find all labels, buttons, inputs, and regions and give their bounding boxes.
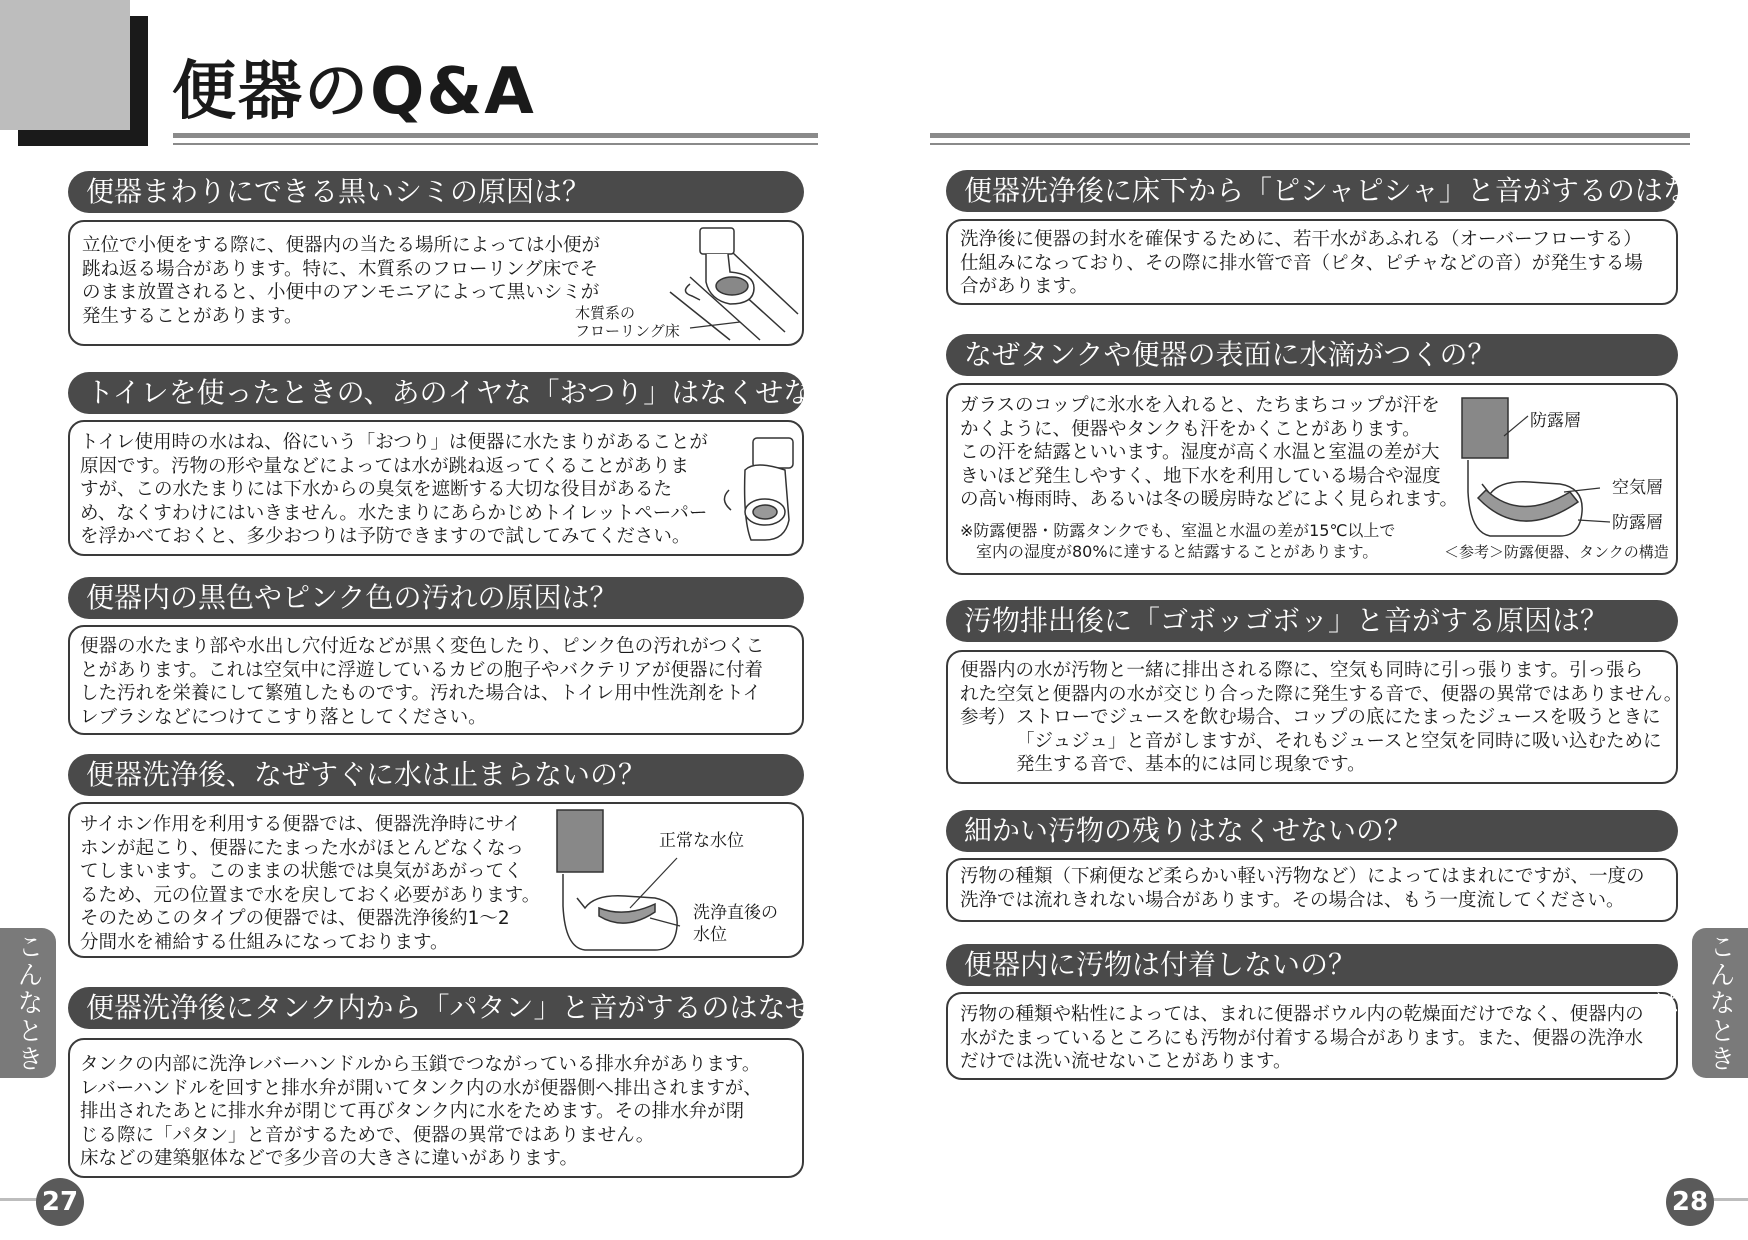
- answer-text: 便器内の水が汚物と一緒に排出される際に、空気も同時に引っ張ります。引っ張ら れた空気と便器内の水が交じり合った際に発生する音で、便器の異常ではありません。: [960, 660, 1683, 705]
- diagram-label-after: 洗浄直後の 水位: [693, 903, 778, 945]
- question-header: 細かい汚物の残りはなくせないの？: [946, 810, 1678, 852]
- page-title: 便器のQ&A: [172, 55, 536, 129]
- title-black-bar: [130, 16, 148, 146]
- page-number: 28: [1666, 1178, 1714, 1226]
- title-rule: [173, 133, 818, 138]
- answer-text: 便器の水たまり部や水出し穴付近などが黒く変色したり、ピンク色の汚れがつくこ とがあります。これは空気中に浮遊しているカビの胞子やバクテリアが便器に付着 した汚れを栄養にして繁殖したものです。汚れた場合は、トイレ用中性洗剤をトイ レブラシなどにつけてこすり落としてください。: [80, 636, 765, 728]
- question-header: 便器まわりにできる黒いシミの原因は？: [68, 171, 804, 213]
- answer-text: サイホン作用を利用する便器では、便器洗浄時にサイ ホンが起こり、便器にたまった水がほとんどなくなっ てしまいます。このままの状態では臭気があがってく るため、元の位置まで水を戻しておく必要があります。 そのためこのタイプの便器では、便器洗浄後約1～2 分間水を補給する仕組みになっております。: [80, 814, 541, 953]
- title-grey-block: [0, 0, 130, 130]
- side-tab: こんなときは: [1692, 928, 1748, 1078]
- answer-text: ガラスのコップに氷水を入れると、たちまちコップが汗を かくように、便器やタンクも汗をかくことがあります。 この汗を結露といいます。湿度が高く水温と室温の差が大 きいほど発生しやすく、地下水を利用している場合や湿度 の高い梅雨時、あるいは冬の暖房時などによく見られます。: [960, 395, 1459, 510]
- side-tab: こんなとき: [0, 928, 56, 1078]
- answer-text: 立位で小便をする際に、便器内の当たる場所によっては小便が 跳ね返る場合があります。特に、木質系のフローリング床でそ のまま放置されると、小便中のアンモニアによって黒いシミが 発生することがあります。: [82, 235, 601, 327]
- right-rule: [930, 133, 1690, 138]
- question-header: 汚物排出後に「ゴボッゴボッ」と音がする原因は？: [946, 600, 1678, 642]
- right-rule-thin: [930, 143, 1690, 145]
- question-header: 便器洗浄後、なぜすぐに水は止まらないの？: [68, 754, 804, 796]
- title-rule-thin: [173, 143, 818, 145]
- reference-label: 参考）: [960, 707, 1016, 728]
- answer-text: タンクの内部に洗浄レバーハンドルから玉鎖でつながっている排水弁があります。 レバーハンドルを回すと排水弁が開いてタンク内の水が便器側へ排出されますが、 排出されたあとに排水弁が閉じて再びタンク内に水をためます。その排水弁が閉 じる際に「パタン」と音がするためで、便器の異常ではありません。 床などの建築躯体などで多少音の大きさに違いがあります。: [80, 1054, 762, 1169]
- toilet-floor-illustration: [670, 222, 800, 340]
- diagram-label-layer-2: 防露層: [1612, 513, 1663, 533]
- diagram-label-layer: 防露層: [1530, 411, 1581, 431]
- question-header: 便器洗浄後にタンク内から「パタン」と音がするのはなぜ？: [68, 987, 804, 1029]
- answer-text: 洗浄後に便器の封水を確保するために、若干水があふれる（オーバーフローする） 仕組みになっており、その際に排水管で音（ピタ、ピチャなどの音）が発生する場 合があります。: [960, 229, 1643, 297]
- page-number-line: [1708, 1198, 1748, 1201]
- question-header: 便器内の黒色やピンク色の汚れの原因は？: [68, 577, 804, 619]
- reference-text: ストローでジュースを飲む場合、コップの底にたまったジュースを吸うときに 「ジュジュ」と音がしますが、それもジュースと空気を同時に吸い込むために 発生する音で、基本的には同じ現象です。: [1016, 707, 1662, 775]
- answer-note: ※防露便器・防露タンクでも、室温と水温の差が15℃以上で 室内の湿度が80%に達すると結露することがあります。: [960, 521, 1396, 561]
- question-header: なぜタンクや便器の表面に水滴がつくの？: [946, 334, 1678, 376]
- title-black-bar-bottom: [18, 130, 148, 146]
- diagram-label-air: 空気層: [1612, 478, 1663, 498]
- diagram-caption: ＜参考＞防露便器、タンクの構造: [1444, 543, 1669, 561]
- diagram-label: 木質系の フローリング床: [575, 304, 680, 340]
- answer-text: 汚物の種類や粘性によっては、まれに便器ボウル内の乾燥面だけでなく、便器内の 水がたまっているところにも汚物が付着する場合があります。また、便器の洗浄水 だけでは洗い流せないことがあります。: [960, 1004, 1644, 1072]
- page-number-line: [0, 1198, 40, 1201]
- toilet-illustration: [715, 430, 800, 548]
- question-header: 便器洗浄後に床下から「ピシャピシャ」と音がするのはなぜ？: [946, 170, 1678, 212]
- question-header: トイレを使ったときの、あのイヤな「おつり」はなくせないの？: [68, 372, 804, 414]
- diagram-label-normal: 正常な水位: [659, 831, 744, 851]
- page-number: 27: [36, 1178, 84, 1226]
- answer-text: 汚物の種類（下痢便など柔らかい軽い汚物など）によってはまれにですが、一度の 洗浄では流れきれない場合があります。その場合は、もう一度流してください。: [960, 866, 1645, 911]
- answer-text: トイレ使用時の水はね、俗にいう「おつり」は便器に水たまりがあることが 原因です。汚物の形や量などによっては水が跳ね返ってくることがありま すが、この水たまりには下水からの臭気を遮断する大切な役目があるた め、なくすわけにはいきません。水たまりにあらかじめトイレットペーパー を浮かべておくと、多少おつりは予防できますので試してみてください。: [80, 432, 708, 547]
- question-header: 便器内に汚物は付着しないの？: [946, 944, 1678, 986]
